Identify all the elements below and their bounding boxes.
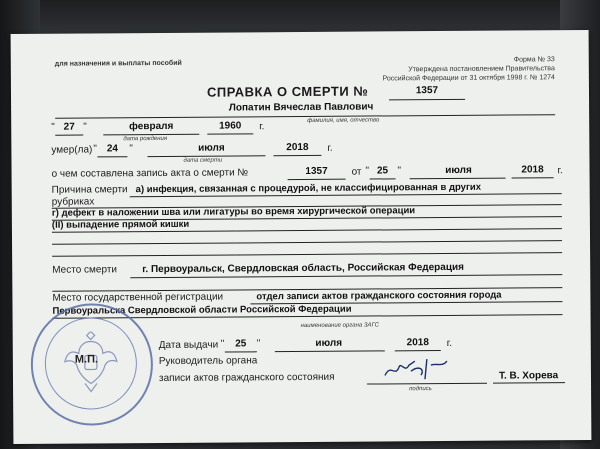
underline [395, 350, 441, 351]
underline [207, 133, 253, 134]
death-year-suffix: г. [327, 142, 333, 154]
registration-value-2: Первоуральска Свердловской области Российской Федерации [52, 303, 352, 317]
birth-caption: дата рождения [123, 135, 168, 143]
underline [130, 274, 562, 278]
deceased-name: Лопатин Вячеслав Павлович [228, 101, 374, 114]
underline [55, 135, 83, 136]
underline [493, 382, 565, 384]
record-label: о чем составлена запись акта о смерти № [51, 167, 249, 180]
underline [275, 350, 385, 352]
record-from: от [351, 166, 362, 178]
purpose-label: для назначения и выплаты пособий [54, 59, 182, 68]
death-caption: дата смерти [183, 157, 223, 164]
registration-value-1: отдел записи актов гражданского состояния города [256, 289, 502, 303]
underline [97, 156, 127, 157]
record-year-suffix: г. [557, 165, 563, 177]
death-month: июля [198, 142, 225, 154]
stamp-place-label: М.П. [74, 353, 99, 366]
registration-label: Место государственной регистрации [52, 291, 224, 304]
issue-year-suffix: г. [446, 337, 453, 349]
place-of-death-label: Место смерти [52, 264, 118, 276]
year-suffix: г. [259, 121, 265, 133]
cause-g: г) дефект в наложении шва или лигатуры во время хирургической операции [51, 205, 416, 219]
underline [52, 252, 562, 257]
issue-date-label: Дата выдачи [158, 339, 219, 351]
place-of-death-value: г. Первоуральск, Свердловская область, Российская Федерация [142, 261, 465, 276]
cause-a-line-2: рубриках [51, 196, 95, 208]
underline [225, 351, 257, 352]
underline [410, 178, 506, 180]
cause-a-line-1: а) инфекция, связанная с процедурой, не классифицированная в других [135, 181, 482, 196]
cause-ii: (II) выпадение прямой кишки [51, 218, 190, 231]
underline [52, 240, 562, 245]
signature-line [367, 383, 487, 385]
record-year: 2018 [521, 164, 544, 176]
record-number: 1357 [305, 165, 328, 177]
certificate-number: 1357 [415, 85, 439, 97]
issue-day: 25 [235, 338, 247, 350]
document-title: СПРАВКА О СМЕРТИ № [206, 83, 369, 100]
approved-line-2: Российской Федерации от 31 октября 1998 г. № 1274 [382, 74, 555, 83]
signature-caption: подпись [409, 386, 432, 393]
underline [288, 179, 346, 180]
issue-month: июля [315, 337, 343, 349]
form-number: Форма № 33 [513, 56, 555, 64]
underline [273, 155, 321, 156]
registration-caption: наименование органа ЗАГС [300, 322, 379, 330]
issue-year: 2018 [406, 337, 429, 349]
died-label: умер(ла) [51, 144, 93, 156]
death-day: 24 [106, 143, 118, 155]
underline [370, 178, 396, 179]
head-label-2: записи актов гражданского состояния [158, 371, 335, 384]
birth-year: 1960 [219, 120, 242, 132]
birth-month: февраля [129, 120, 174, 133]
name-caption: фамилия, имя, отчество [307, 117, 380, 124]
cause-label: Причина смерти [51, 184, 128, 196]
head-name: Т. В. Хорева [498, 370, 559, 382]
signature-image [381, 355, 451, 383]
underline [512, 177, 554, 178]
underline [55, 114, 555, 118]
birth-day: 27 [63, 121, 75, 133]
death-certificate-document: для назначения и выплаты пособий Форма № 33 Утверждена постановлением Правительства Российской Федерации от 31 октября 1998 г. № 1274 СПРАВКА О СМЕРТИ № 1357 Лопатин Вячеслав Павлович фамилия, имя, отчество " 27 " февраля 1960 г. дата рождения умер(ла) " 24 " июля 2018 г. дата смерти о чем составлена запись акта о смерти № 1357 от " 25 " июля 2018 г. Причина смерти а) инфекция, связанная с процедурой, не классифицированная в других рубриках г) дефект в наложении шва или лигатуры во время хирургической операции (II) выпадение прямой кишки Место смерти г. Первоуральск, Свердловская область, Российская Федерация Место государственной регистрации отдел записи актов гражданского состояния города Первоуральска Свердловской области Российской Федерации наименование органа ЗАГС М.П. Дата выдачи " 25 " июля 2018 г. Руководитель органа записи актов гражданского состояния подпись Т. В. Хорева [11, 30, 592, 444]
death-year: 2018 [286, 141, 309, 154]
record-day: 25 [376, 165, 389, 177]
record-month: июля [445, 164, 472, 176]
approved-line-1: Утверждена постановлением Правительства [408, 65, 555, 74]
head-label-1: Руководитель органа [158, 355, 258, 367]
